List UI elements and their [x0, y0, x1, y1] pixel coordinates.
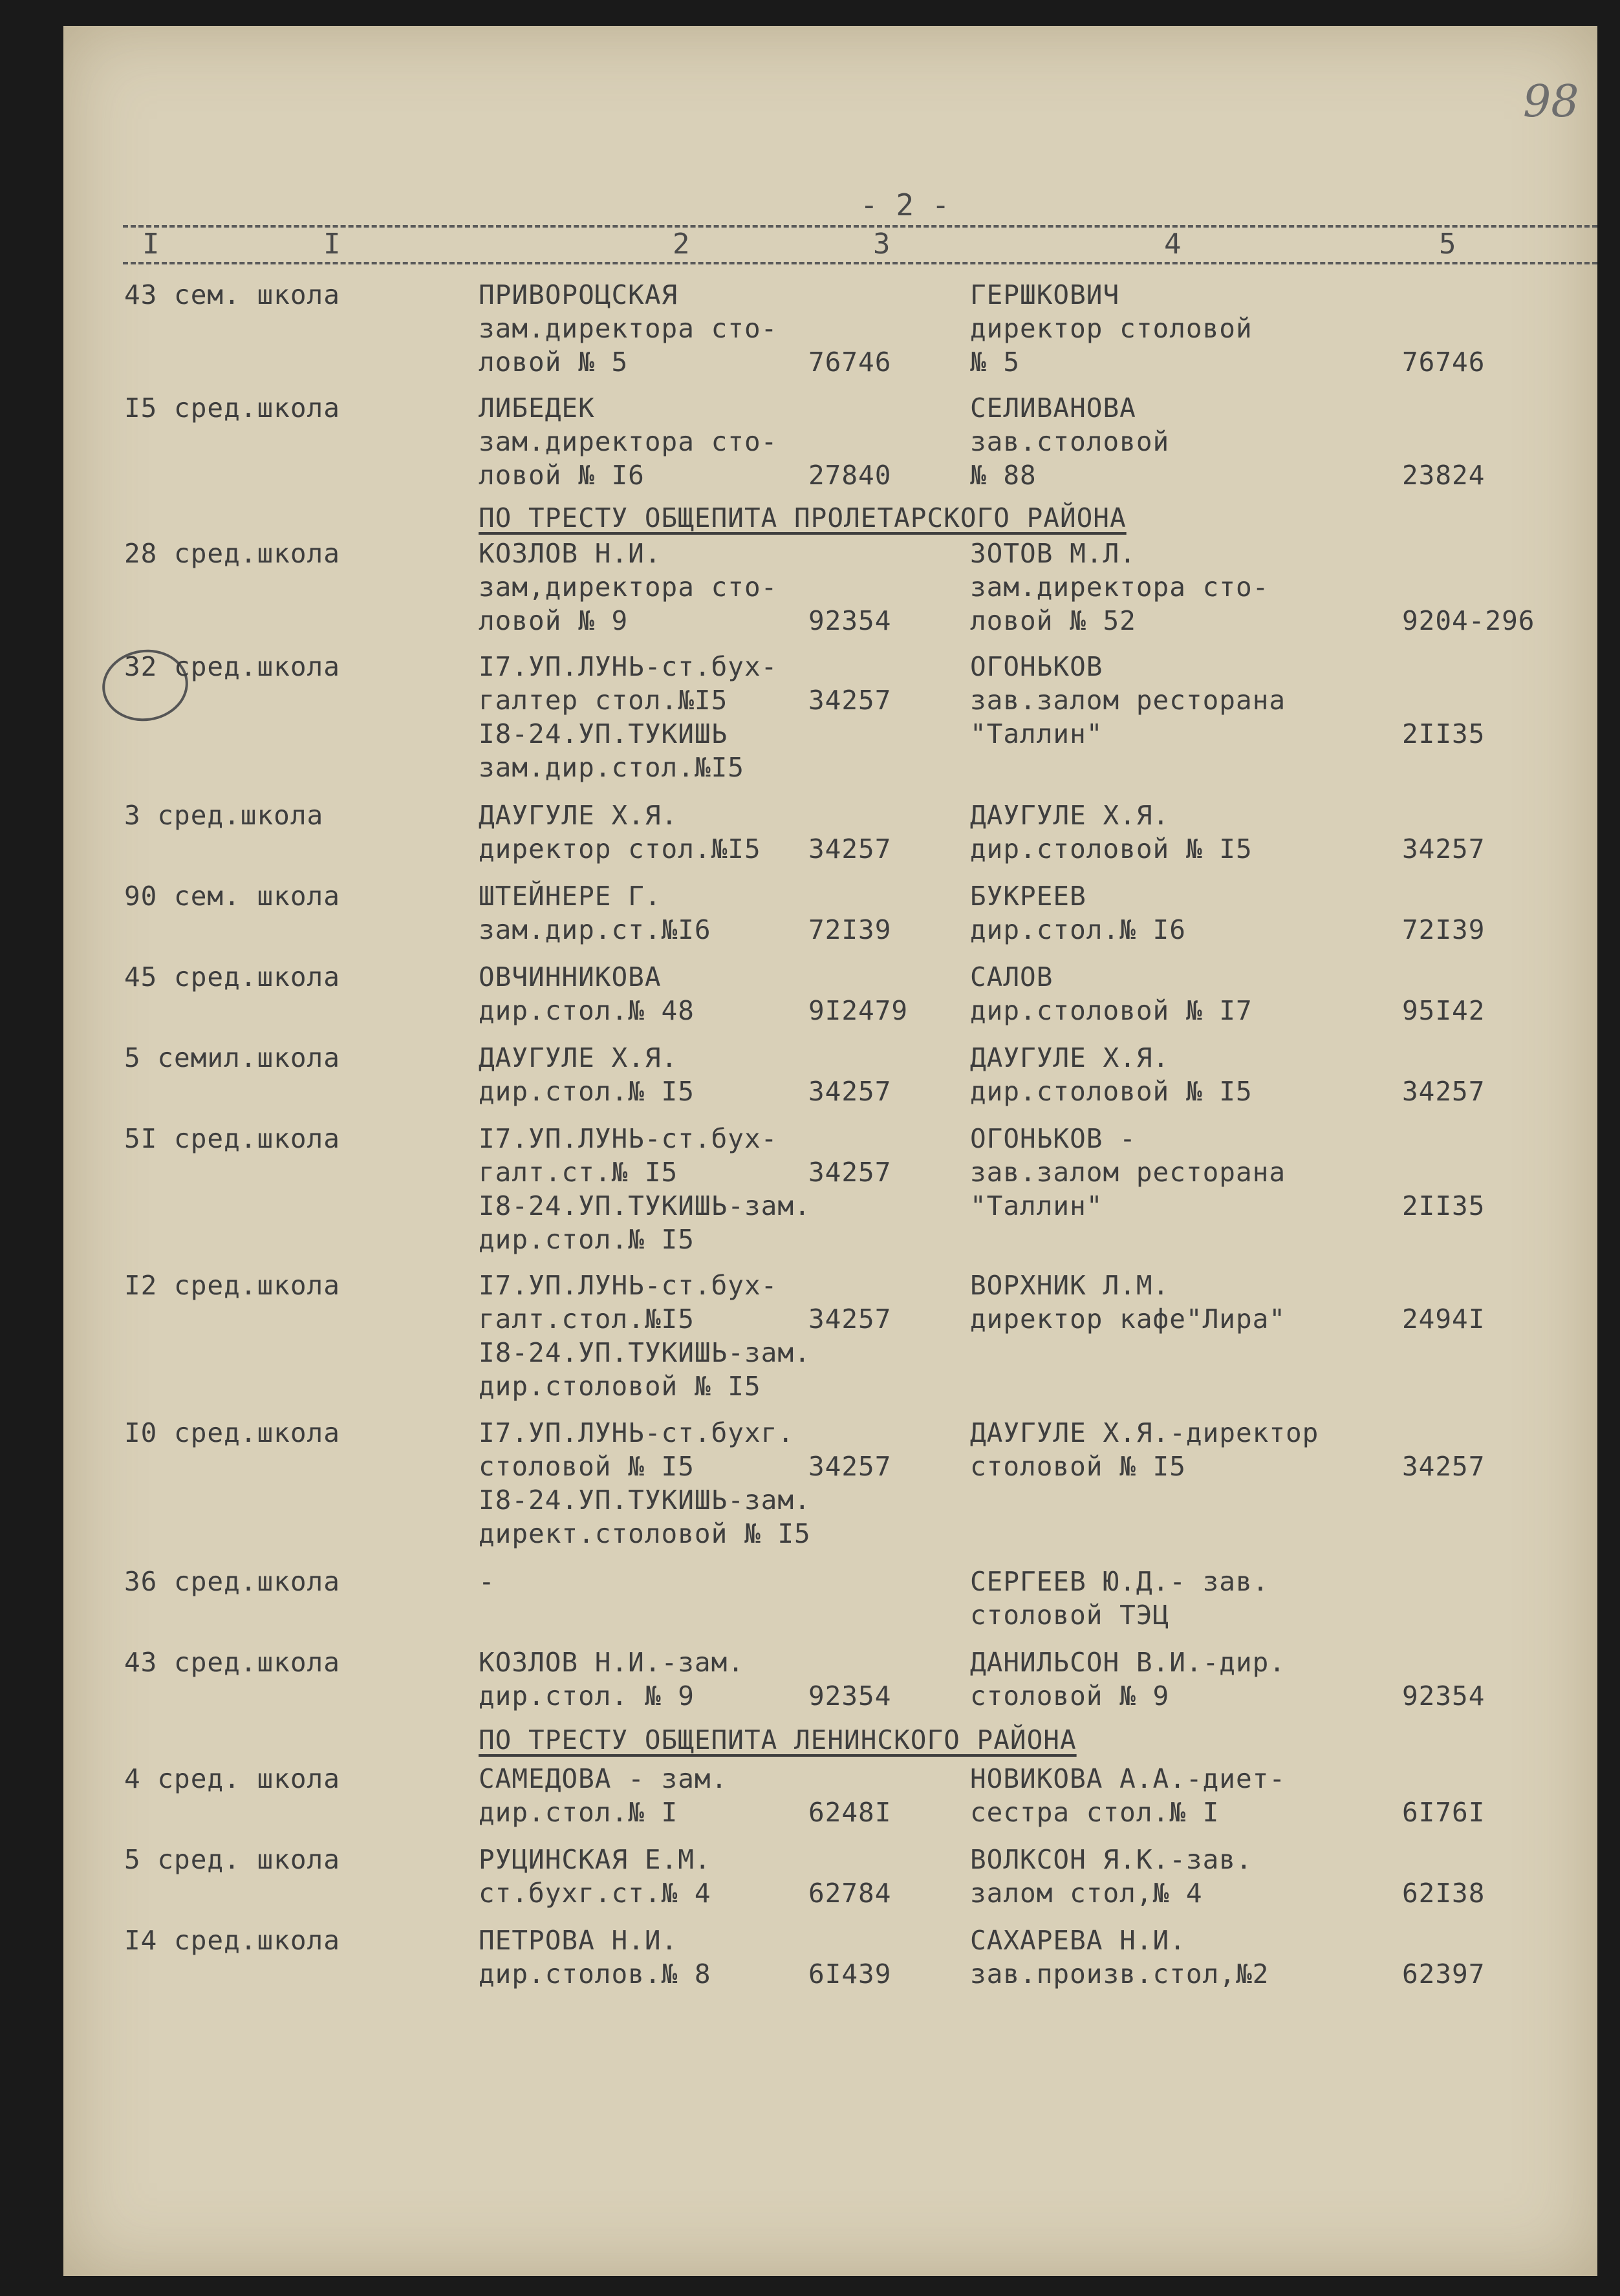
- school-name: I5 сред.школа: [124, 392, 340, 424]
- previous-supervisor-line: галт.стол.№I5: [479, 1304, 695, 1335]
- current-supervisor-line: ДАУГУЛЕ Х.Я.-директор: [970, 1417, 1319, 1448]
- current-supervisor-line: СЕРГЕЕВ Ю.Д.- зав.: [970, 1566, 1269, 1597]
- school-name: 90 сем. школа: [124, 881, 340, 912]
- current-phone: 2II35: [1402, 1190, 1485, 1221]
- current-supervisor-line: директор столовой: [970, 313, 1253, 344]
- previous-phone: 6248I: [808, 1797, 892, 1828]
- current-phone: 62I38: [1402, 1878, 1485, 1909]
- current-supervisor-line: ГЕРШКОВИЧ: [970, 279, 1120, 310]
- school-name: 28 сред.школа: [124, 538, 340, 569]
- school-name: 36 сред.школа: [124, 1566, 340, 1597]
- previous-supervisor-line: I7.УП.ЛУНЬ-ст.бух-: [479, 1123, 778, 1154]
- previous-phone: 27840: [808, 460, 892, 491]
- folio-number: 98: [1523, 76, 1579, 127]
- current-supervisor-line: директор кафе"Лира": [970, 1304, 1286, 1335]
- previous-supervisor-line: зам,директора сто-: [479, 572, 778, 603]
- current-supervisor-line: зав.произв.стол,№2: [970, 1958, 1269, 1990]
- previous-supervisor-line: КОЗЛОВ Н.И.: [479, 538, 662, 569]
- previous-supervisor-line: зам.дир.стол.№I5: [479, 752, 744, 783]
- current-supervisor-line: ВОЛКСОН Я.К.-зав.: [970, 1844, 1253, 1875]
- previous-supervisor-line: I7.УП.ЛУНЬ-ст.бух-: [479, 1270, 778, 1301]
- current-supervisor-line: дир.столовой № I7: [970, 995, 1253, 1026]
- school-name: 5I сред.школа: [124, 1123, 340, 1154]
- previous-supervisor-line: галтер стол.№I5: [479, 685, 728, 716]
- school-name: 43 сред.школа: [124, 1647, 340, 1678]
- previous-phone: 34257: [808, 833, 892, 864]
- school-name: 3 сред.школа: [124, 800, 324, 831]
- previous-supervisor-line: САМЕДОВА - зам.: [479, 1763, 728, 1794]
- column-header-3: 3: [873, 228, 891, 261]
- header-rule-bottom: [123, 262, 1597, 264]
- current-phone: 9204-296: [1402, 605, 1535, 636]
- page-number: - 2 -: [860, 188, 950, 222]
- current-supervisor-line: ловой № 52: [970, 605, 1136, 636]
- previous-phone: 76746: [808, 347, 892, 378]
- current-supervisor-line: НОВИКОВА А.А.-диет-: [970, 1763, 1286, 1794]
- school-name: 32 сред.школа: [124, 651, 340, 682]
- current-supervisor-line: зав.залом ресторана: [970, 1157, 1286, 1188]
- previous-supervisor-line: директор стол.№I5: [479, 833, 761, 864]
- current-supervisor-line: дир.столовой № I5: [970, 1076, 1253, 1107]
- previous-supervisor-line: зам.директора сто-: [479, 426, 778, 457]
- previous-phone: 62784: [808, 1878, 892, 1909]
- school-name: 45 сред.школа: [124, 961, 340, 992]
- current-phone: 34257: [1402, 833, 1485, 864]
- previous-supervisor-line: I8-24.УП.ТУКИШЬ-зам.: [479, 1337, 811, 1368]
- current-supervisor-line: ОГОНЬКОВ -: [970, 1123, 1136, 1154]
- previous-supervisor-line: дир.стол.№ 48: [479, 995, 695, 1026]
- current-phone: 62397: [1402, 1958, 1485, 1990]
- school-name: 5 сред. школа: [124, 1844, 340, 1875]
- current-supervisor-line: "Таллин": [970, 718, 1103, 749]
- previous-phone: 72I39: [808, 914, 892, 945]
- previous-supervisor-line: I7.УП.ЛУНЬ-ст.бухг.: [479, 1417, 794, 1448]
- current-phone: 2II35: [1402, 718, 1485, 749]
- current-supervisor-line: ВОРХНИК Л.М.: [970, 1270, 1170, 1301]
- previous-supervisor-line: дир.стол.№ I: [479, 1797, 678, 1828]
- previous-supervisor-line: ПЕТРОВА Н.И.: [479, 1925, 678, 1956]
- previous-phone: 9I2479: [808, 995, 909, 1026]
- current-supervisor-line: ОГОНЬКОВ: [970, 651, 1103, 682]
- previous-phone: 6I439: [808, 1958, 892, 1990]
- current-supervisor-line: "Таллин": [970, 1190, 1103, 1221]
- current-supervisor-line: зав.залом ресторана: [970, 685, 1286, 716]
- previous-phone: 92354: [808, 605, 892, 636]
- previous-supervisor-line: галт.ст.№ I5: [479, 1157, 678, 1188]
- current-phone: 92354: [1402, 1680, 1485, 1711]
- previous-phone: 34257: [808, 1451, 892, 1482]
- current-supervisor-line: САЛОВ: [970, 961, 1053, 992]
- previous-supervisor-line: зам.дир.ст.№I6: [479, 914, 711, 945]
- current-supervisor-line: столовой № 9: [970, 1680, 1170, 1711]
- current-supervisor-line: дир.стол.№ I6: [970, 914, 1186, 945]
- current-supervisor-line: зав.столовой: [970, 426, 1170, 457]
- section-heading: ПО ТРЕСТУ ОБЩЕПИТА ЛЕНИНСКОГО РАЙОНА: [479, 1724, 1077, 1755]
- previous-supervisor-line: I8-24.УП.ТУКИШЬ: [479, 718, 728, 749]
- column-header-2: 2: [673, 228, 690, 261]
- previous-supervisor-line: ШТЕЙНЕРЕ Г.: [479, 881, 662, 912]
- previous-supervisor-line: ЛИБЕДЕК: [479, 392, 595, 424]
- current-supervisor-line: ЗОТОВ М.Л.: [970, 538, 1136, 569]
- previous-supervisor-line: ОВЧИННИКОВА: [479, 961, 662, 992]
- current-supervisor-line: столовой № I5: [970, 1451, 1186, 1482]
- header-rule-top: [123, 225, 1597, 228]
- current-supervisor-line: зам.директора сто-: [970, 572, 1269, 603]
- previous-supervisor-line: ст.бухг.ст.№ 4: [479, 1878, 711, 1909]
- previous-supervisor-line: дир.столов.№ 8: [479, 1958, 711, 1990]
- current-supervisor-line: № 88: [970, 460, 1037, 491]
- school-name: I2 сред.школа: [124, 1270, 340, 1301]
- school-name: 5 семил.школа: [124, 1042, 340, 1073]
- previous-supervisor-line: ДАУГУЛЕ Х.Я.: [479, 800, 678, 831]
- previous-phone: 92354: [808, 1680, 892, 1711]
- previous-supervisor-line: зам.директора сто-: [479, 313, 778, 344]
- column-header-1a: I: [142, 228, 160, 261]
- current-supervisor-line: ДАНИЛЬСОН В.И.-дир.: [970, 1647, 1286, 1678]
- current-supervisor-line: № 5: [970, 347, 1021, 378]
- previous-supervisor-line: дир.стол. № 9: [479, 1680, 695, 1711]
- current-supervisor-line: ДАУГУЛЕ Х.Я.: [970, 800, 1170, 831]
- previous-supervisor-line: -: [479, 1566, 495, 1597]
- previous-supervisor-line: ловой № 5: [479, 347, 629, 378]
- previous-supervisor-line: ПРИВОРОЦСКАЯ: [479, 279, 678, 310]
- current-phone: 95I42: [1402, 995, 1485, 1026]
- current-supervisor-line: СЕЛИВАНОВА: [970, 392, 1136, 424]
- previous-supervisor-line: I7.УП.ЛУНЬ-ст.бух-: [479, 651, 778, 682]
- previous-supervisor-line: КОЗЛОВ Н.И.-зам.: [479, 1647, 744, 1678]
- current-phone: 72I39: [1402, 914, 1485, 945]
- current-phone: 6I76I: [1402, 1797, 1485, 1828]
- previous-supervisor-line: дир.столовой № I5: [479, 1371, 761, 1402]
- current-supervisor-line: САХАРЕВА Н.И.: [970, 1925, 1186, 1956]
- current-supervisor-line: БУКРЕЕВ: [970, 881, 1086, 912]
- current-supervisor-line: столовой ТЭЦ: [970, 1600, 1170, 1631]
- current-supervisor-line: сестра стол.№ I: [970, 1797, 1220, 1828]
- current-phone: 34257: [1402, 1451, 1485, 1482]
- previous-supervisor-line: I8-24.УП.ТУКИШЬ-зам.: [479, 1190, 811, 1221]
- previous-supervisor-line: ловой № 9: [479, 605, 629, 636]
- previous-phone: 34257: [808, 685, 892, 716]
- current-phone: 34257: [1402, 1076, 1485, 1107]
- school-name: I4 сред.школа: [124, 1925, 340, 1956]
- previous-supervisor-line: столовой № I5: [479, 1451, 695, 1482]
- previous-phone: 34257: [808, 1304, 892, 1335]
- previous-supervisor-line: ДАУГУЛЕ Х.Я.: [479, 1042, 678, 1073]
- current-supervisor-line: дир.столовой № I5: [970, 833, 1253, 864]
- school-name: I0 сред.школа: [124, 1417, 340, 1448]
- column-header-1b: I: [323, 228, 341, 261]
- previous-supervisor-line: дир.стол.№ I5: [479, 1224, 695, 1255]
- previous-supervisor-line: директ.столовой № I5: [479, 1518, 811, 1549]
- section-heading: ПО ТРЕСТУ ОБЩЕПИТА ПРОЛЕТАРСКОГО РАЙОНА: [479, 502, 1127, 533]
- previous-supervisor-line: ловой № I6: [479, 460, 645, 491]
- previous-supervisor-line: дир.стол.№ I5: [479, 1076, 695, 1107]
- school-name: 4 сред. школа: [124, 1763, 340, 1794]
- current-supervisor-line: ДАУГУЛЕ Х.Я.: [970, 1042, 1170, 1073]
- current-phone: 2494I: [1402, 1304, 1485, 1335]
- previous-phone: 34257: [808, 1076, 892, 1107]
- previous-supervisor-line: РУЦИНСКАЯ Е.М.: [479, 1844, 711, 1875]
- previous-phone: 34257: [808, 1157, 892, 1188]
- school-name: 43 сем. школа: [124, 279, 340, 310]
- column-header-4: 4: [1164, 228, 1182, 261]
- column-header-5: 5: [1439, 228, 1456, 261]
- current-phone: 23824: [1402, 460, 1485, 491]
- previous-supervisor-line: I8-24.УП.ТУКИШЬ-зам.: [479, 1485, 811, 1516]
- current-supervisor-line: залом стол,№ 4: [970, 1878, 1203, 1909]
- current-phone: 76746: [1402, 347, 1485, 378]
